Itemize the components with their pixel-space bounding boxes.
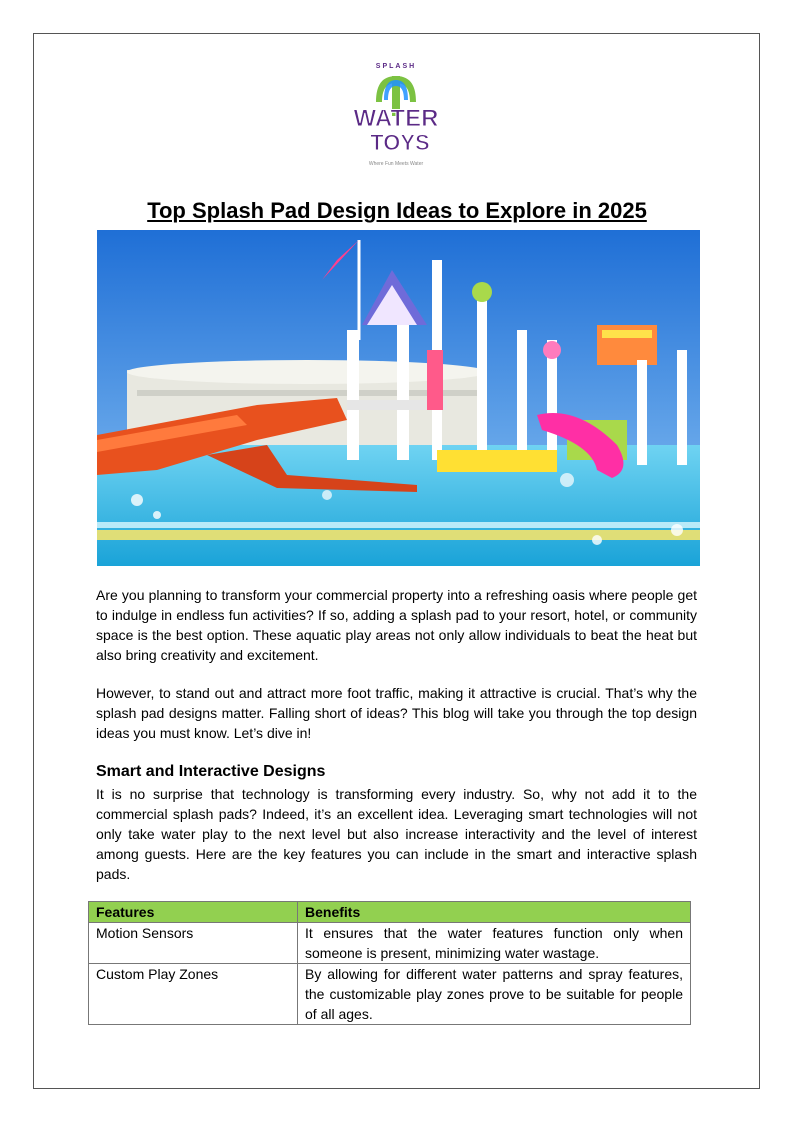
intro-paragraph-1: Are you planning to transform your commercial property into a refreshing oasis where people get to indulge in endless fun activities? If so, adding a splash pad to your resort, hotel, or community space is the best option. These aquatic play areas not only allow individuals to beat the heat but also bring creativity and excitement. <box>96 587 697 663</box>
section-heading: Smart and Interactive Designs <box>96 763 326 780</box>
intro-paragraph-2: However, to stand out and attract more foot traffic, making it attractive is crucial. That’s why the splash pad designs matter. Falling short of ideas? This blog will take you through the top design ideas you must know. Let’s dive in! <box>96 685 697 741</box>
benefit-cell: By allowing for different water patterns and spray features, the customizable play zones prove to be suitable for people of all ages. <box>298 964 691 1025</box>
table-header-row <box>89 902 691 923</box>
table-header-benefits: Benefits <box>298 902 691 923</box>
logo-line2: TOYS <box>370 130 430 155</box>
feature-cell: Custom Play Zones <box>89 964 298 1025</box>
hero-image <box>97 230 700 566</box>
table-row <box>89 964 691 1025</box>
logo-line1: WATER <box>353 105 439 132</box>
section-body: It is no surprise that technology is transforming every industry. So, why not add it to the commercial splash pads? Indeed, it’s an excellent idea. Leveraging smart technologies will not only take water play to the next level but also increase interactivity and the level of interest among guests. Here are the key features you can include in the smart and interactive splash pads. <box>96 786 697 882</box>
table-header-features: Features <box>89 902 298 923</box>
logo-tagline: Where Fun Meets Water <box>368 161 424 167</box>
water-toys-logo <box>340 58 452 170</box>
page-title: Top Splash Pad Design Ideas to Explore in 2025 <box>147 197 647 223</box>
features-table <box>88 901 691 1025</box>
feature-cell: Motion Sensors <box>89 923 298 964</box>
table-row <box>89 923 691 964</box>
benefit-cell: It ensures that the water features function only when someone is present, minimizing water wastage. <box>298 923 691 964</box>
logo-top-text: SPLASH <box>375 63 417 70</box>
